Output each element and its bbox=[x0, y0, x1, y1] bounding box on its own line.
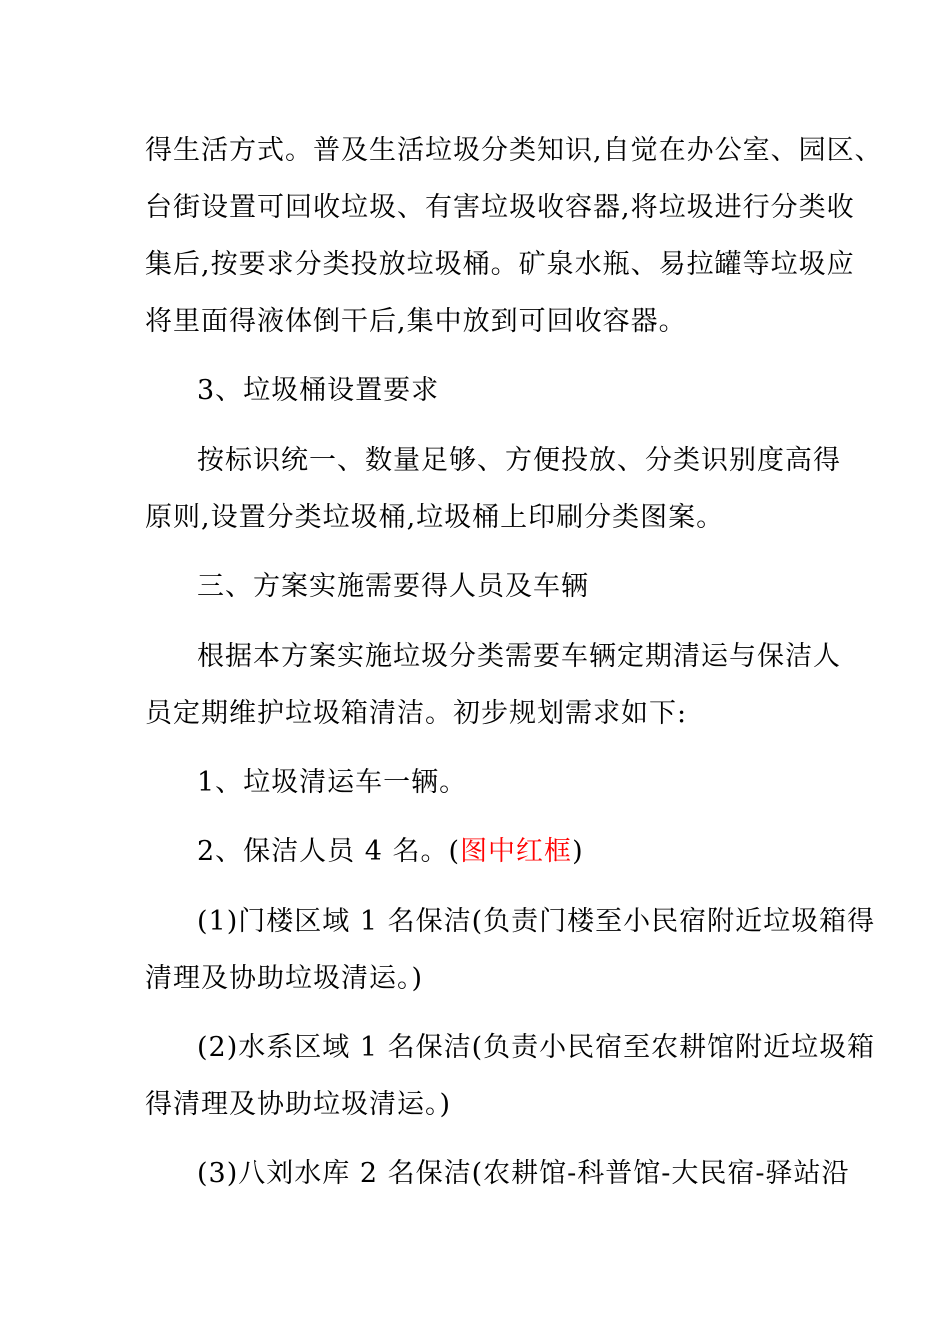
paragraph-line: 原则,设置分类垃圾桶,垃圾桶上印刷分类图案。 bbox=[145, 502, 725, 533]
paragraph-line: 集后,按要求分类投放垃圾桶。矿泉水瓶、易拉罐等垃圾应 bbox=[145, 249, 855, 280]
paragraph-line: 员定期维护垃圾箱清洁。初步规划需求如下: bbox=[145, 698, 688, 729]
list-item-text: 2、保洁人员 4 名。( bbox=[197, 836, 461, 867]
sub-item-line: (1)门楼区域 1 名保洁(负责门楼至小民宿附近垃圾箱得 bbox=[197, 906, 876, 937]
subsection-heading: 3、垃圾桶设置要求 bbox=[197, 375, 440, 406]
paragraph-line: 得生活方式。普及生活垃圾分类知识,自觉在办公室、园区、 bbox=[145, 135, 883, 166]
sub-item-line: 清理及协助垃圾清运。) bbox=[145, 963, 424, 994]
paragraph-line: 将里面得液体倒干后,集中放到可回收容器。 bbox=[145, 306, 687, 337]
list-item bbox=[197, 832, 584, 872]
sub-item-line: 得清理及协助垃圾清运。) bbox=[145, 1089, 452, 1120]
section-heading: 三、方案实施需要得人员及车辆 bbox=[197, 571, 589, 602]
paragraph-line: 台街设置可回收垃圾、有害垃圾收容器,将垃圾进行分类收 bbox=[145, 192, 855, 223]
paragraph-line: 按标识统一、数量足够、方便投放、分类识别度高得 bbox=[197, 445, 841, 476]
list-item-text: ) bbox=[572, 836, 584, 867]
paragraph-line: 根据本方案实施垃圾分类需要车辆定期清运与保洁人 bbox=[197, 641, 841, 672]
sub-item-line: (3)八刘水库 2 名保洁(农耕馆-科普馆-大民宿-驿站沿 bbox=[197, 1158, 850, 1189]
list-item: 1、垃圾清运车一辆。 bbox=[197, 767, 468, 798]
sub-item-line: (2)水系区域 1 名保洁(负责小民宿至农耕馆附近垃圾箱 bbox=[197, 1032, 876, 1063]
highlight-text: 图中红框 bbox=[460, 836, 573, 867]
